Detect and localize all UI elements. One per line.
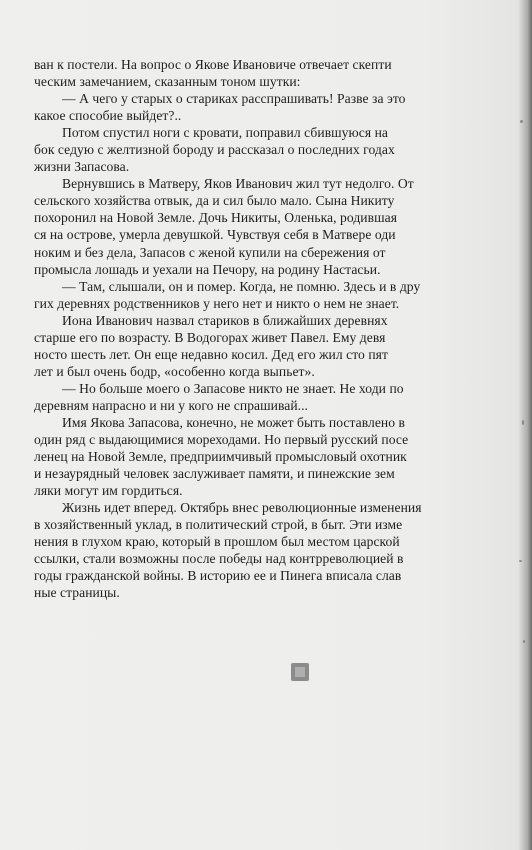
paper-speck — [520, 120, 523, 123]
library-stamp-mark — [291, 663, 309, 681]
text-line: какое способие выйдет?.. — [34, 108, 182, 124]
text-line: один ряд с выдающимися мореходами. Но первый русский посе — [34, 432, 409, 448]
paper-speck — [522, 420, 524, 425]
text-line: годы гражданской войны. В историю ее и Пинега вписала слав — [34, 568, 402, 584]
text-line: и незаурядный человек заслуживает памяти, и пинежские зем — [34, 466, 395, 482]
text-line: Жизнь идет вперед. Октябрь внес революционные изменения — [62, 500, 422, 516]
text-line: похоронил на Новой Земле. Дочь Никиты, Оленька, родившая — [34, 210, 398, 226]
text-line: ссылки, стали возможны после победы над контрреволюцией в — [34, 551, 404, 567]
text-line: ноким и без дела, Запасов с женой купили на сбережения от — [34, 244, 386, 260]
text-line: бок седую с желтизной бороду и рассказал о последних годах — [34, 142, 395, 158]
paper-speck — [519, 560, 522, 562]
text-line: — Но больше моего о Запасове никто не знает. Не ходи по — [62, 380, 404, 396]
text-line: ческим замечанием, сказанным тоном шутки: — [34, 74, 301, 90]
text-line: промысла лошадь и уехали на Печору, на родину Настасьи. — [34, 261, 381, 277]
text-line: гих деревнях родственников у него нет и никто о нем не знает. — [34, 295, 400, 311]
text-line: ся на острове, умерла девушкой. Чувствуя себя в Матвере оди — [34, 227, 396, 243]
text-line: Иона Иванович назвал стариков в ближайших деревнях — [62, 312, 388, 328]
text-line: старше его по возрасту. В Водогорах живет Павел. Ему девя — [34, 329, 386, 345]
text-line: нения в глухом краю, который в прошлом был местом царской — [34, 534, 400, 550]
text-line: — Там, слышали, он и помер. Когда, не помню. Здесь и в дру — [62, 278, 421, 294]
text-line: Вернувшись в Матверу, Яков Иванович жил тут недолго. От — [62, 176, 414, 192]
text-line: лет и был очень бодр, «особенно когда выпьет». — [34, 363, 315, 379]
text-line: ленец на Новой Земле, предприимчивый промысловый охотник — [34, 449, 407, 465]
text-line: — А чего у старых о стариках расспрашивать! Разве за это — [62, 91, 406, 107]
text-line: деревням напрасно и ни у кого не спрашивай... — [34, 397, 309, 413]
text-line: сельского хозяйства отвык, да и сил было мало. Сына Никиту — [34, 193, 395, 209]
body-text — [34, 56, 532, 602]
text-line: ляки могут им гордиться. — [34, 483, 183, 499]
text-line: жизни Запасова. — [34, 159, 130, 175]
text-line: Потом спустил ноги с кровати, поправил сбившуюся на — [62, 125, 388, 141]
paper-speck — [523, 640, 525, 643]
text-line: носто шесть лет. Он еще недавно косил. Дед его жил сто пят — [34, 346, 388, 362]
text-line: ные страницы. — [34, 585, 120, 601]
text-line: в хозяйственный уклад, в политический строй, в быт. Эти изме — [34, 517, 403, 533]
text-line: ван к постели. На вопрос о Якове Ивановиче отвечает скепти — [34, 57, 392, 72]
text-line: Имя Якова Запасова, конечно, не может быть поставлено в — [62, 414, 405, 430]
